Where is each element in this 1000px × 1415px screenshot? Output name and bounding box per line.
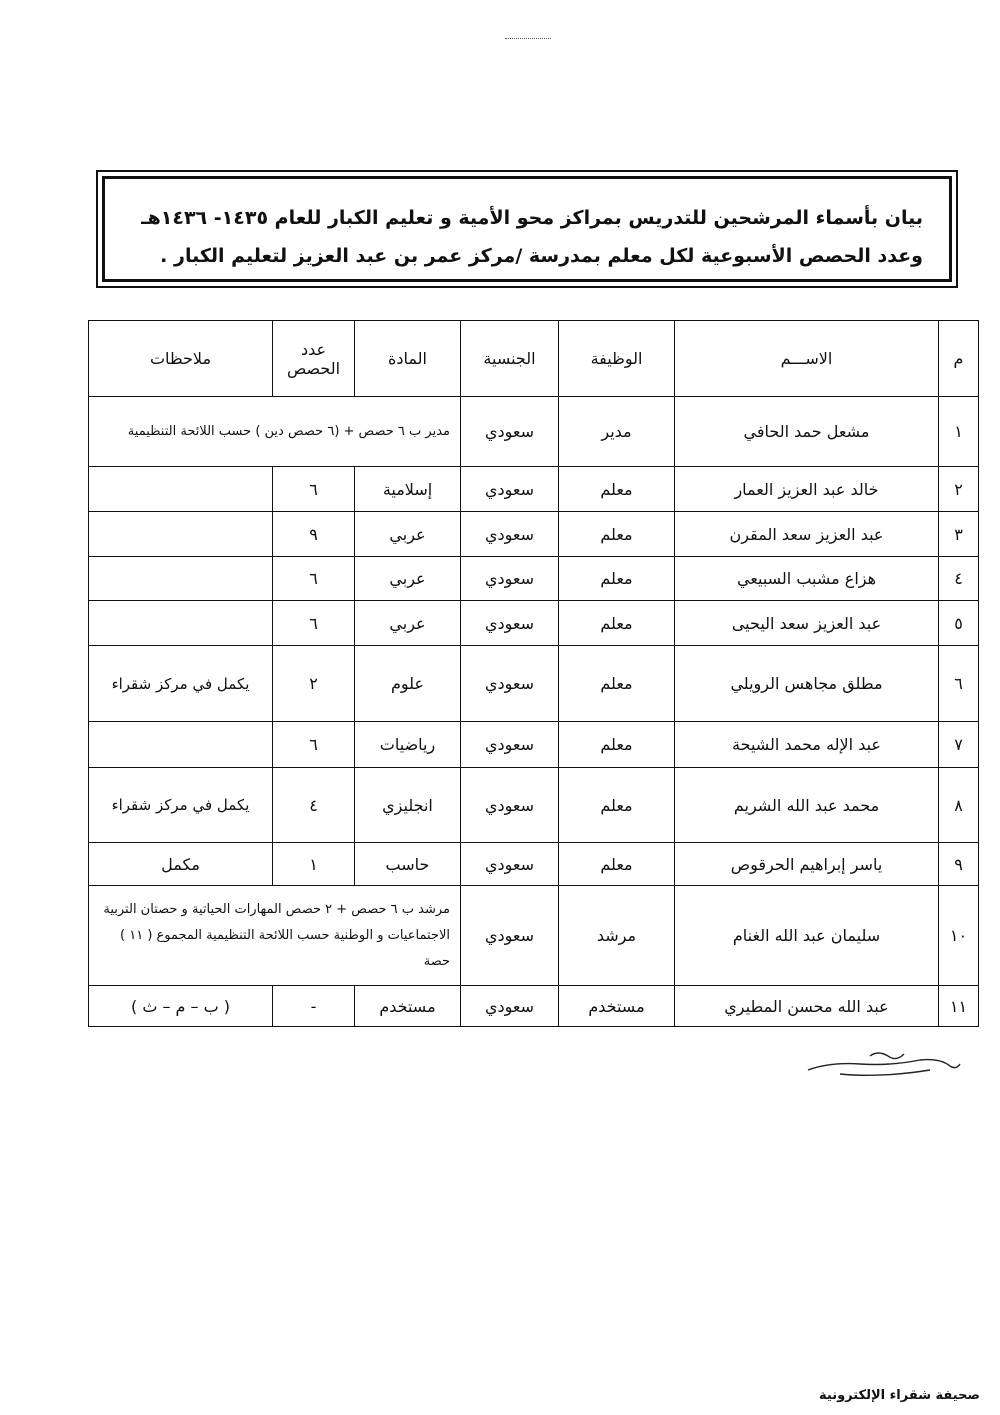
row-notes — [89, 557, 273, 601]
header-periods: عدد الحصص — [273, 321, 355, 397]
row-subject: عربي — [355, 557, 461, 601]
header-job: الوظيفة — [559, 321, 675, 397]
row-periods: ١ — [273, 843, 355, 886]
table-row — [89, 512, 979, 557]
table-row — [89, 646, 979, 722]
row-periods: ٦ — [273, 557, 355, 601]
row-job: معلم — [559, 768, 675, 843]
row-num: ٣ — [939, 512, 979, 557]
row-merged-note: مرشد ب ٦ حصص + ٢ حصص المهارات الحياتية و حصتان التربية الاجتماعيات و الوطنية حسب اللائحة التنظيمية المجموع ( ١١ ) حصة — [89, 886, 461, 986]
row-periods: ٦ — [273, 467, 355, 512]
row-notes: يكمل في مركز شقراء — [89, 768, 273, 843]
row-notes — [89, 601, 273, 646]
row-name: هزاع مشبب السبيعي — [675, 557, 939, 601]
row-nationality: سعودي — [461, 722, 559, 768]
row-name: عبد العزيز سعد المقرن — [675, 512, 939, 557]
row-notes — [89, 512, 273, 557]
row-num: ٧ — [939, 722, 979, 768]
row-job: معلم — [559, 557, 675, 601]
row-merged-note: مدير ب ٦ حصص + (٦ حصص دين ) حسب اللائحة التنظيمية — [89, 397, 461, 467]
row-job: مدير — [559, 397, 675, 467]
row-nationality: سعودي — [461, 601, 559, 646]
table-row — [89, 986, 979, 1027]
header-nationality: الجنسية — [461, 321, 559, 397]
row-job: معلم — [559, 646, 675, 722]
row-subject: عربي — [355, 512, 461, 557]
row-periods: ٩ — [273, 512, 355, 557]
row-notes: يكمل في مركز شقراء — [89, 646, 273, 722]
row-subject: عربي — [355, 601, 461, 646]
row-notes — [89, 467, 273, 512]
title-frame — [96, 170, 958, 288]
row-nationality: سعودي — [461, 886, 559, 986]
scan-speck — [505, 38, 551, 41]
row-num: ٢ — [939, 467, 979, 512]
row-periods: - — [273, 986, 355, 1027]
candidates-table — [88, 320, 979, 1027]
row-num: ٥ — [939, 601, 979, 646]
row-periods: ٦ — [273, 722, 355, 768]
row-periods: ٦ — [273, 601, 355, 646]
row-name: مطلق مجاهس الرويلي — [675, 646, 939, 722]
row-nationality: سعودي — [461, 843, 559, 886]
header-num: م — [939, 321, 979, 397]
row-name: ياسر إبراهيم الحرقوص — [675, 843, 939, 886]
row-name: سليمان عبد الله الغنام — [675, 886, 939, 986]
title-line-1: بيان بأسماء المرشحين للتدريس بمراكز محو الأمية و تعليم الكبار للعام ١٤٣٥- ١٤٣٦هـ — [141, 207, 923, 229]
table-row — [89, 557, 979, 601]
table-row — [89, 467, 979, 512]
row-subject: رياضيات — [355, 722, 461, 768]
row-job: معلم — [559, 601, 675, 646]
table-row — [89, 397, 979, 467]
title-line-2: وعدد الحصص الأسبوعية لكل معلم بمدرسة /مركز عمر بن عبد العزيز لتعليم الكبار . — [160, 245, 923, 267]
row-subject: علوم — [355, 646, 461, 722]
row-num: ١ — [939, 397, 979, 467]
row-num: ٦ — [939, 646, 979, 722]
header-subject: المادة — [355, 321, 461, 397]
row-notes: ( ب – م – ث ) — [89, 986, 273, 1027]
row-notes — [89, 722, 273, 768]
row-job: معلم — [559, 843, 675, 886]
row-nationality: سعودي — [461, 512, 559, 557]
table-row — [89, 886, 979, 986]
row-periods: ٤ — [273, 768, 355, 843]
signature-mark — [800, 1048, 965, 1088]
row-nationality: سعودي — [461, 768, 559, 843]
row-num: ٨ — [939, 768, 979, 843]
row-name: عبد الإله محمد الشيحة — [675, 722, 939, 768]
row-subject: مستخدم — [355, 986, 461, 1027]
row-nationality: سعودي — [461, 467, 559, 512]
row-subject: إسلامية — [355, 467, 461, 512]
row-num: ١٠ — [939, 886, 979, 986]
row-subject: حاسب — [355, 843, 461, 886]
table-row — [89, 601, 979, 646]
table-row — [89, 843, 979, 886]
row-job: معلم — [559, 722, 675, 768]
row-nationality: سعودي — [461, 557, 559, 601]
row-nationality: سعودي — [461, 986, 559, 1027]
row-notes: مكمل — [89, 843, 273, 886]
header-name: الاســـم — [675, 321, 939, 397]
row-name: خالد عبد العزيز العمار — [675, 467, 939, 512]
header-notes: ملاحظات — [89, 321, 273, 397]
table-row — [89, 768, 979, 843]
row-name: مشعل حمد الحافي — [675, 397, 939, 467]
row-job: معلم — [559, 512, 675, 557]
source-footer: صحيفة شقراء الإلكترونية — [819, 1388, 980, 1403]
row-name: عبد العزيز سعد اليحيى — [675, 601, 939, 646]
row-num: ٤ — [939, 557, 979, 601]
row-job: معلم — [559, 467, 675, 512]
row-num: ٩ — [939, 843, 979, 886]
row-job: مرشد — [559, 886, 675, 986]
table-header-row — [89, 321, 979, 397]
row-nationality: سعودي — [461, 646, 559, 722]
title-inner-frame — [102, 176, 952, 282]
row-periods: ٢ — [273, 646, 355, 722]
table-row — [89, 722, 979, 768]
row-job: مستخدم — [559, 986, 675, 1027]
row-subject: انجليزي — [355, 768, 461, 843]
row-num: ١١ — [939, 986, 979, 1027]
row-nationality: سعودي — [461, 397, 559, 467]
row-name: عبد الله محسن المطيري — [675, 986, 939, 1027]
row-name: محمد عبد الله الشريم — [675, 768, 939, 843]
